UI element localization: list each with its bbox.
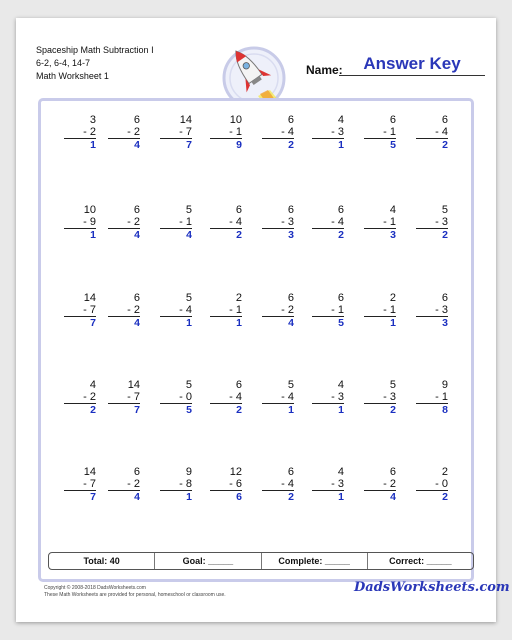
problem-answer: 4 [134,317,140,329]
subtraction-problem [64,204,96,241]
problem-subtrahend: - 2 [108,126,140,139]
subtraction-problem [312,379,344,416]
problem-minuend: 6 [441,292,448,304]
subtraction-problem [262,204,294,241]
problem-subtrahend: - 1 [210,126,242,139]
subtraction-problem [364,204,396,241]
problem-minuend: 6 [287,466,294,478]
dadsworksheets-logo: DadsWorksheets.com [354,580,510,595]
subtraction-problem [416,292,448,329]
problem-minuend: 5 [441,204,448,216]
goal-field: Goal: _____ [155,553,261,569]
problem-subtrahend: - 4 [416,126,448,139]
problem-minuend: 6 [389,466,396,478]
problem-subtrahend: - 1 [312,304,344,317]
problem-answer: 9 [236,139,242,151]
problem-subtrahend: - 2 [64,391,96,404]
problem-minuend: 6 [287,114,294,126]
subtraction-problem [416,204,448,241]
correct-field: Correct: _____ [389,556,452,566]
problem-answer: 2 [442,229,448,241]
problem-answer: 8 [442,404,448,416]
subtraction-problem [108,379,140,416]
worksheet-number: Math Worksheet 1 [36,71,109,81]
problem-subtrahend: - 7 [64,478,96,491]
problem-answer: 1 [338,404,344,416]
subtraction-problem [210,114,242,151]
name-label: Name: [306,63,343,77]
subtraction-problem [210,379,242,416]
problem-subtrahend: - 2 [108,478,140,491]
usage-line: These Math Worksheets are provided for personal, homeschool or classroom use. [44,592,226,598]
problem-answer: 1 [390,317,396,329]
problem-subtrahend: - 8 [160,478,192,491]
problem-minuend: 4 [337,379,344,391]
problem-answer: 1 [90,139,96,151]
problem-subtrahend: - 7 [108,391,140,404]
problem-answer: 5 [186,404,192,416]
problem-answer: 4 [186,229,192,241]
problem-answer: 1 [186,317,192,329]
problem-minuend: 4 [337,466,344,478]
worksheet-title: Spaceship Math Subtraction I [36,45,154,55]
problem-answer: 4 [134,229,140,241]
problem-subtrahend: - 6 [210,478,242,491]
problem-minuend: 2 [235,292,242,304]
problem-subtrahend: - 1 [416,391,448,404]
worksheet-header [36,44,154,83]
problem-answer: 7 [186,139,192,151]
problem-answer: 5 [338,317,344,329]
total-field: Total: 40 [49,553,155,569]
subtraction-problem [416,466,448,503]
problem-answer: 4 [288,317,294,329]
subtraction-problem [364,466,396,503]
problem-minuend: 14 [179,114,192,126]
problem-answer: 2 [288,139,294,151]
problem-answer: 7 [134,404,140,416]
problem-subtrahend: - 2 [108,216,140,229]
problem-minuend: 14 [127,379,140,391]
problem-answer: 7 [90,491,96,503]
subtraction-problem [108,466,140,503]
subtraction-problem [108,114,140,151]
problem-subtrahend: - 3 [312,391,344,404]
subtraction-problem [64,466,96,503]
problem-minuend: 5 [389,379,396,391]
subtraction-problem [262,466,294,503]
problem-subtrahend: - 2 [108,304,140,317]
subtraction-problem [160,292,192,329]
subtraction-problem [312,466,344,503]
subtraction-problem [210,292,242,329]
problem-answer: 2 [90,404,96,416]
problem-subtrahend: - 1 [210,304,242,317]
copyright-notice [44,585,226,599]
problem-subtrahend: - 1 [364,304,396,317]
problem-answer: 1 [338,139,344,151]
worksheet-facts: 6-2, 6-4, 14-7 [36,58,91,68]
problem-minuend: 5 [185,204,192,216]
score-footer [48,552,474,570]
subtraction-problem [160,379,192,416]
problem-answer: 4 [134,139,140,151]
subtraction-problem [210,466,242,503]
problem-subtrahend: - 0 [416,478,448,491]
subtraction-problem [262,292,294,329]
problem-minuend: 6 [287,204,294,216]
subtraction-problem [210,204,242,241]
problem-minuend: 12 [229,466,242,478]
subtraction-problem [64,114,96,151]
subtraction-problem [64,379,96,416]
problem-subtrahend: - 7 [64,304,96,317]
copyright-line: Copyright © 2008-2018 DadsWorksheets.com [44,585,146,591]
problem-answer: 6 [236,491,242,503]
problem-answer: 3 [288,229,294,241]
subtraction-problem [262,114,294,151]
subtraction-problem [416,379,448,416]
problem-subtrahend: - 2 [364,478,396,491]
problem-minuend: 4 [89,379,96,391]
problem-subtrahend: - 3 [262,216,294,229]
problem-minuend: 6 [133,292,140,304]
problem-subtrahend: - 1 [160,216,192,229]
problem-answer: 3 [390,229,396,241]
problem-subtrahend: - 4 [262,478,294,491]
subtraction-problem [312,114,344,151]
subtraction-problem [108,204,140,241]
problem-minuend: 14 [83,466,96,478]
problem-answer: 1 [186,491,192,503]
problem-minuend: 10 [229,114,242,126]
problem-answer: 2 [442,139,448,151]
problem-minuend: 14 [83,292,96,304]
problem-frame [38,98,474,582]
subtraction-problem [416,114,448,151]
problem-minuend: 4 [337,114,344,126]
problem-subtrahend: - 4 [210,391,242,404]
subtraction-problem [312,204,344,241]
complete-field: Complete: _____ [262,553,368,569]
problem-minuend: 2 [389,292,396,304]
subtraction-problem [312,292,344,329]
subtraction-problem [364,114,396,151]
problem-answer: 1 [288,404,294,416]
problem-subtrahend: - 3 [312,478,344,491]
problem-minuend: 6 [389,114,396,126]
problem-answer: 5 [390,139,396,151]
problem-answer: 2 [338,229,344,241]
problem-subtrahend: - 0 [160,391,192,404]
subtraction-problem [64,292,96,329]
subtraction-problem [262,379,294,416]
problem-subtrahend: - 4 [160,304,192,317]
problem-answer: 4 [390,491,396,503]
worksheet-page [16,18,510,622]
problem-minuend: 6 [287,292,294,304]
problem-subtrahend: - 1 [364,126,396,139]
problem-subtrahend: - 3 [416,216,448,229]
problem-subtrahend: - 3 [416,304,448,317]
problem-answer: 2 [236,404,242,416]
problem-minuend: 10 [83,204,96,216]
problem-subtrahend: - 3 [312,126,344,139]
subtraction-problem [108,292,140,329]
problem-answer: 3 [442,317,448,329]
subtraction-problem [160,204,192,241]
problem-subtrahend: - 7 [160,126,192,139]
problem-answer: 4 [134,491,140,503]
subtraction-problem [364,292,396,329]
problem-minuend: 3 [89,114,96,126]
subtraction-problem [364,379,396,416]
problem-answer: 2 [390,404,396,416]
problem-minuend: 2 [441,466,448,478]
problem-answer: 2 [236,229,242,241]
problem-minuend: 4 [389,204,396,216]
problem-minuend: 6 [235,379,242,391]
problem-subtrahend: - 2 [64,126,96,139]
problem-minuend: 5 [185,379,192,391]
problem-minuend: 9 [185,466,192,478]
problem-subtrahend: - 4 [262,126,294,139]
problem-minuend: 6 [133,114,140,126]
problem-minuend: 6 [337,292,344,304]
problem-minuend: 6 [235,204,242,216]
problem-subtrahend: - 1 [364,216,396,229]
problem-subtrahend: - 4 [262,391,294,404]
problem-minuend: 6 [337,204,344,216]
problem-minuend: 9 [441,379,448,391]
problem-minuend: 5 [185,292,192,304]
problem-minuend: 6 [133,204,140,216]
problem-minuend: 6 [441,114,448,126]
answer-key-title: Answer Key [339,54,485,76]
subtraction-problem [160,466,192,503]
problem-answer: 2 [288,491,294,503]
problem-answer: 2 [442,491,448,503]
problem-answer: 7 [90,317,96,329]
problem-subtrahend: - 3 [364,391,396,404]
problem-subtrahend: - 2 [262,304,294,317]
problem-answer: 1 [338,491,344,503]
subtraction-problem [160,114,192,151]
problem-answer: 1 [90,229,96,241]
problem-minuend: 6 [133,466,140,478]
problem-subtrahend: - 4 [312,216,344,229]
problem-subtrahend: - 4 [210,216,242,229]
problem-minuend: 5 [287,379,294,391]
problem-answer: 1 [236,317,242,329]
problem-subtrahend: - 9 [64,216,96,229]
